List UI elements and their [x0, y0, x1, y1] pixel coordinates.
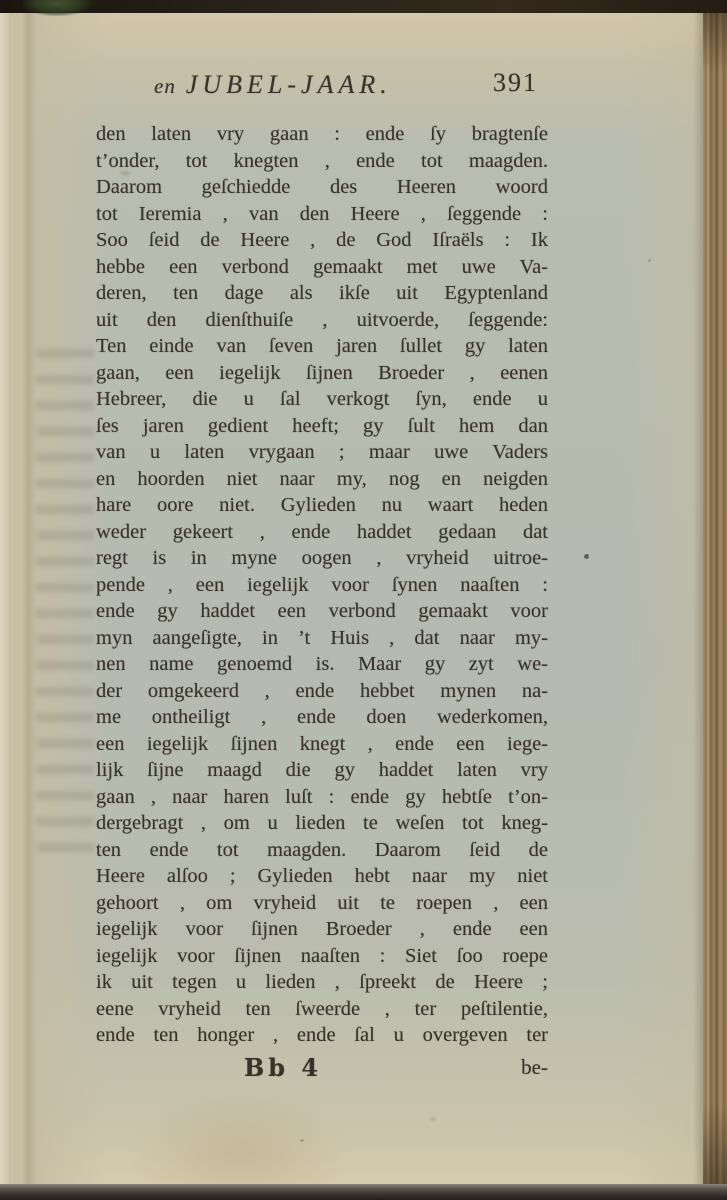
page-number: 391	[493, 68, 538, 97]
text-line: van u laten vrygaan ; maar uwe Vaders	[96, 441, 548, 463]
page-gutter-edge	[0, 11, 9, 1189]
text-line: gaan , naar haren luſt : ende gy hebtſe t’on-	[96, 785, 548, 808]
book-page	[0, 11, 706, 1189]
photo-bottom-edge	[0, 1184, 727, 1200]
running-title-main: JUBEL-JAAR.	[185, 70, 392, 99]
text-line: gaan, een iegelijk ſijnen Broeder , eenen	[96, 361, 548, 384]
printed-text-block	[96, 64, 548, 1089]
text-line: lijk ſijne maagd die gy haddet laten vry	[96, 759, 548, 781]
text-line: me ontheiligt , ende doen wederkomen,	[96, 706, 548, 728]
signature-mark: Bb 4	[244, 1052, 323, 1082]
text-line: iegelijk voor ſijnen Broeder , ende een	[96, 918, 548, 940]
page-footer	[96, 1053, 548, 1089]
text-line: ende gy haddet een verbond gemaakt voor	[96, 600, 548, 622]
photo-top-edge	[0, 0, 727, 13]
text-line: ſes jaren gedient heeft; gy ſult hem dan	[96, 414, 548, 437]
text-line: regt is in myne oogen , vryheid uitroe-	[96, 547, 548, 569]
text-line: t’onder, tot knegten , ende tot maagden.	[96, 149, 548, 172]
body-text	[96, 121, 548, 1049]
text-line: Hebreer, die u ſal verkogt ſyn, ende u	[96, 388, 548, 410]
text-line: den laten vry gaan : ende ſy bragtenſe	[96, 123, 548, 145]
text-line: der omgekeerd , ende hebbet mynen na-	[96, 679, 548, 702]
page-header	[96, 64, 548, 110]
text-line: een iegelijk ſijnen knegt , ende een iege-	[96, 732, 548, 755]
ink-showthrough	[36, 349, 94, 859]
text-line: tot Ieremia , van den Heere , ſeggende :	[96, 202, 548, 225]
text-line: gehoort , om vryheid uit te roepen , een	[96, 891, 548, 914]
text-line: ende ten honger , ende ſal u overgeven ter	[96, 1024, 548, 1046]
text-line: Ten einde van ſeven jaren ſullet gy laten	[96, 335, 548, 357]
text-line: en hoorden niet naar my, nog en neigden	[96, 467, 548, 490]
running-title-prefix: en	[154, 74, 176, 98]
foxing-spot	[300, 1139, 304, 1142]
text-line: weder gekeert , ende haddet gedaan dat	[96, 520, 548, 543]
text-line: eene vryheid ten ſweerde , ter peſtilentie,	[96, 997, 548, 1020]
text-line: Soo ſeid de Heere , de God Iſraëls : Ik	[96, 229, 548, 251]
text-line: nen name genoemd is. Maar gy zyt we-	[96, 653, 548, 675]
binding-wear-patch	[22, 0, 92, 16]
text-line: ik uit tegen u lieden , ſpreekt de Heere ;	[96, 971, 548, 993]
book-fore-edge-pages	[703, 0, 727, 1200]
text-line: Heere alſoo ; Gylieden hebt naar my niet	[96, 865, 548, 887]
page-crease	[22, 11, 36, 1189]
text-line: ten ende tot maagden. Daarom ſeid de	[96, 838, 548, 861]
text-line: hare oore niet. Gylieden nu waart heden	[96, 494, 548, 516]
text-line: deren, ten dage als ikſe uit Egyptenland	[96, 282, 548, 304]
foxing-spot	[430, 1117, 436, 1121]
text-line: uit den dienſthuiſe , uitvoerde, ſeggende:	[96, 308, 548, 331]
running-title	[154, 70, 392, 100]
text-line: Daarom geſchiedde des Heeren woord	[96, 176, 548, 198]
catchword: be-	[521, 1054, 548, 1079]
text-line: hebbe een verbond gemaakt met uwe Va-	[96, 255, 548, 278]
text-line: pende , een iegelijk voor ſynen naaſten :	[96, 573, 548, 596]
text-line: myn aangeſigte, in ’t Huis , dat naar my-	[96, 626, 548, 649]
foxing-spot	[648, 259, 651, 262]
ink-speck	[584, 554, 589, 559]
text-line: dergebragt , om u lieden te weſen tot kneg-	[96, 812, 548, 834]
text-line: iegelijk voor ſijnen naaſten : Siet ſoo roepe	[96, 944, 548, 967]
